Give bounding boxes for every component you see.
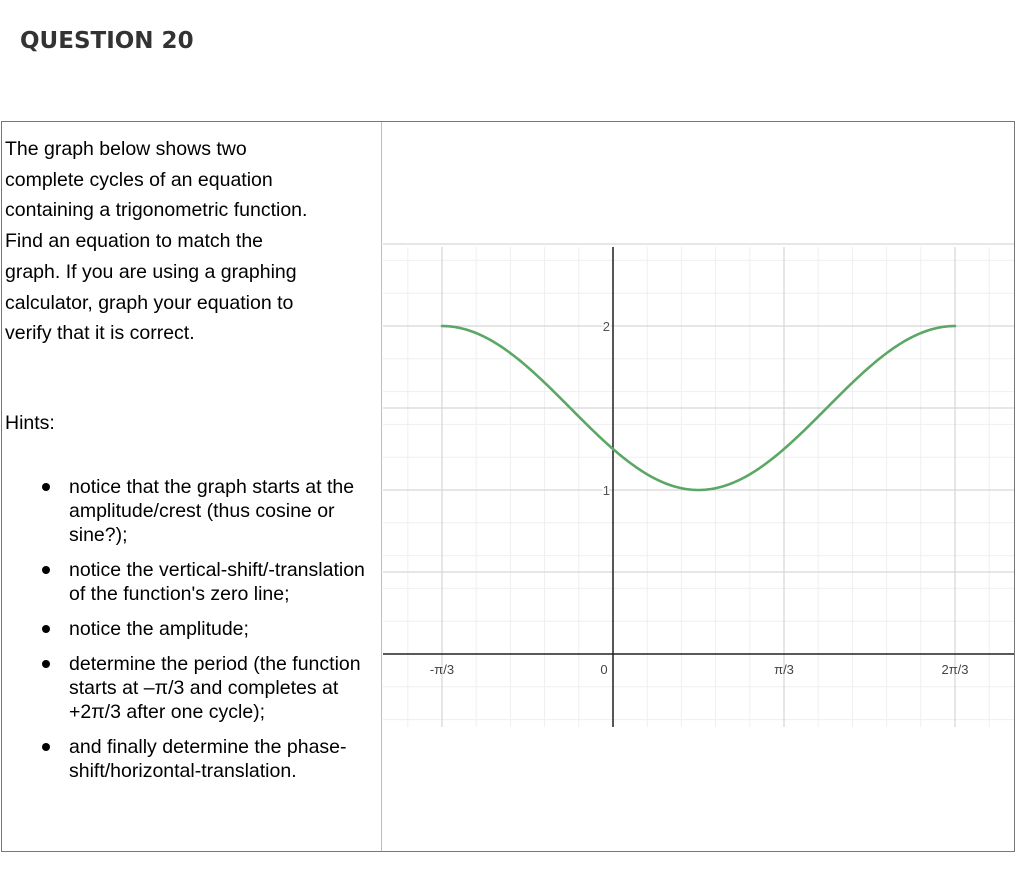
hint-text: notice the amplitude; xyxy=(69,618,249,640)
hint-text: notice the vertical-shift/-translation of the function's zero line; xyxy=(69,559,365,605)
x-tick-label: -π/3 xyxy=(429,662,455,677)
x-tick-label: 0 xyxy=(600,662,608,677)
bullet-icon xyxy=(42,566,50,574)
graph-cell xyxy=(383,122,1014,851)
intro-line: The graph below shows two xyxy=(5,138,247,160)
intro-line: graph. If you are using a graphing xyxy=(5,260,297,283)
hint-item xyxy=(42,652,382,724)
x-tick-label: π/3 xyxy=(774,662,794,677)
question-content-table xyxy=(1,121,1015,852)
hint-text: and finally determine the phase-shift/horizontal-translation. xyxy=(69,736,347,782)
y-tick-label: 1 xyxy=(602,483,610,498)
question-title: QUESTION 20 xyxy=(20,28,194,54)
hint-text: notice that the graph starts at the amplitude/crest (thus cosine or sine?); xyxy=(69,476,355,546)
bullet-icon xyxy=(42,625,50,633)
intro-line: verify that it is correct. xyxy=(5,322,195,345)
bullet-icon xyxy=(42,483,50,491)
question-text-cell xyxy=(2,122,382,851)
hint-item xyxy=(42,475,382,547)
x-tick-label: 2π/3 xyxy=(941,662,969,677)
hint-item xyxy=(42,617,382,641)
intro-line: containing a trigonometric function. xyxy=(5,199,308,222)
y-tick-label: 2 xyxy=(602,319,610,334)
hint-item xyxy=(42,735,382,783)
hint-list xyxy=(42,475,382,794)
hint-item xyxy=(42,558,382,606)
bullet-icon xyxy=(42,660,50,668)
intro-line: Find an equation to match the xyxy=(5,230,264,253)
question-intro xyxy=(5,134,355,349)
bullet-icon xyxy=(42,743,50,751)
hints-label: Hints: xyxy=(5,412,55,434)
hint-text: determine the period (the function starts at –π/3 and completes at +2π/3 after one cycle); xyxy=(69,653,361,723)
intro-line: complete cycles of an equation xyxy=(5,168,273,191)
trig-graph xyxy=(383,122,1014,851)
intro-line: calculator, graph your equation to xyxy=(5,291,294,314)
